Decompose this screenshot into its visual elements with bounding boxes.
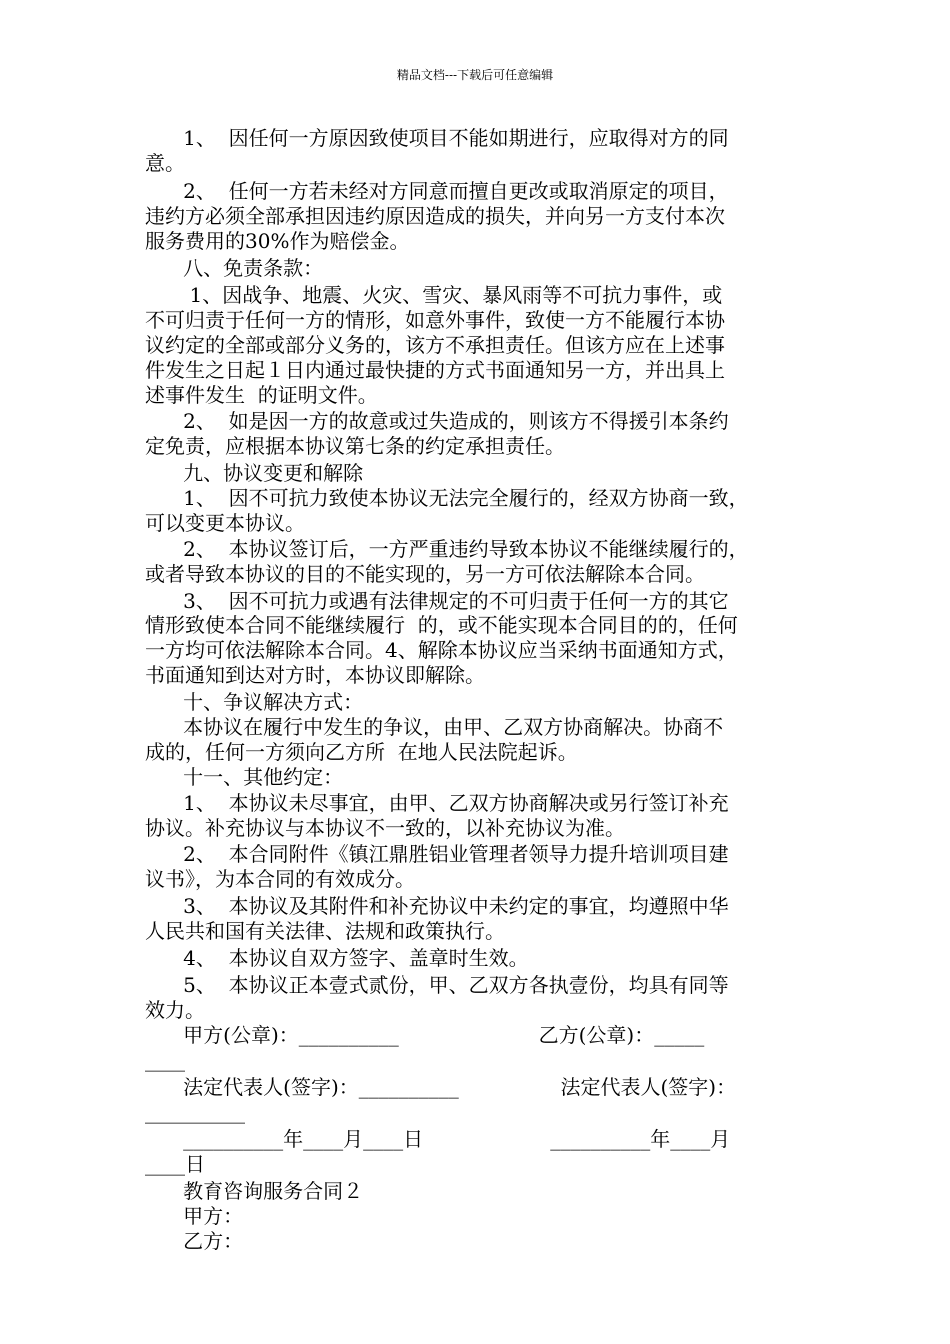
text-line: __________ <box>145 1100 245 1124</box>
text-line: 件发生之日起１日内通过最快捷的方式书面通知另一方，并出具上 <box>145 358 725 382</box>
text-line: 1、 因任何一方原因致使项目不能如期进行，应取得对方的同 <box>145 126 729 150</box>
text-line: 不可归责于任何一方的情形，如意外事件，致使一方不能履行本协 <box>145 308 725 332</box>
text-line: 教育咨询服务合同２ <box>145 1179 364 1203</box>
text-line: 1、 因不可抗力致使本协议无法完全履行的，经双方协商一致， <box>145 486 749 510</box>
text-line: 一方均可依法解除本合同。4、解除本协议应当采纳书面通知方式， <box>145 638 738 662</box>
text-line: 议书》，为本合同的有效成分。 <box>145 867 415 891</box>
text-line: 1、因战争、地震、火灾、雪灾、暴风雨等不可抗力事件，或 <box>145 283 723 307</box>
text-line: 4、 本协议自双方签字、盖章时生效。 <box>145 946 529 970</box>
text-line: 或者导致本协议的目的不能实现的，另一方可依法解除本合同。 <box>145 562 705 586</box>
text-line: 甲方： <box>145 1204 244 1228</box>
text-line: 2、 本协议签订后，一方严重违约导致本协议不能继续履行的， <box>145 537 749 561</box>
text-line: 法定代表人(签字)：__________ 法定代表人(签字)： <box>145 1075 737 1099</box>
text-line: 5、 本协议正本壹式贰份，甲、乙双方各执壹份，均具有同等 <box>145 973 729 997</box>
text-line: 甲方(公章)：__________ 乙方(公章)：_____ <box>145 1023 705 1047</box>
text-line: 3、 本协议及其附件和补充协议中未约定的事宜，均遵照中华 <box>145 894 729 918</box>
text-line: 本协议在履行中发生的争议，由甲、乙双方协商解决。协商不 <box>145 715 724 739</box>
text-line: 2、 任何一方若未经对方同意而擅自更改或取消原定的项目， <box>145 179 729 203</box>
text-line: ____ <box>145 1048 185 1072</box>
text-line: 2、 如是因一方的故意或过失造成的，则该方不得援引本条约 <box>145 409 729 433</box>
text-line: 2、 本合同附件《镇江鼎胜铝业管理者领导力提升培训项目建 <box>145 842 729 866</box>
text-line: 人民共和国有关法律、法规和政策执行。 <box>145 919 505 943</box>
text-line: 协议。补充协议与本协议不一致的，以补充协议为准。 <box>145 816 625 840</box>
text-line: 3、 因不可抗力或遇有法律规定的不可归责于任何一方的其它 <box>145 589 729 613</box>
text-line: __________年____月____日 __________年____月 <box>145 1127 731 1151</box>
text-line: 定免责，应根据本协议第七条的约定承担责任。 <box>145 434 565 458</box>
page-header: 精品文档---下载后可任意编辑 <box>396 68 554 82</box>
text-line: 效力。 <box>145 998 205 1022</box>
text-line: 成的，任何一方须向乙方所 在地人民法院起诉。 <box>145 740 578 764</box>
text-line: 十、争议解决方式： <box>145 690 364 714</box>
text-line: 可以变更本协议。 <box>145 511 305 535</box>
text-line: 八、免责条款： <box>145 256 324 280</box>
text-line: 违约方必须全部承担因违约原因造成的损失，并向另一方支付本次 <box>145 204 725 228</box>
text-line: 议约定的全部或部分义务的，该方不承担责任。但该方应在上述事 <box>145 333 725 357</box>
text-line: 服务费用的30%作为赔偿金。 <box>145 229 410 253</box>
text-line: 1、 本协议未尽事宜，由甲、乙双方协商解决或另行签订补充 <box>145 791 729 815</box>
text-line: ____日 <box>145 1152 205 1176</box>
text-line: 十一、其他约定： <box>145 765 344 789</box>
text-line: 意。 <box>145 151 185 175</box>
text-line: 情形致使本合同不能继续履行 的，或不能实现本合同目的的，任何 <box>145 613 738 637</box>
text-line: 书面通知到达对方时，本协议即解除。 <box>145 663 485 687</box>
text-line: 九、协议变更和解除 <box>145 461 364 485</box>
text-line: 述事件发生 的证明文件。 <box>145 383 378 407</box>
text-line: 乙方： <box>145 1229 244 1253</box>
